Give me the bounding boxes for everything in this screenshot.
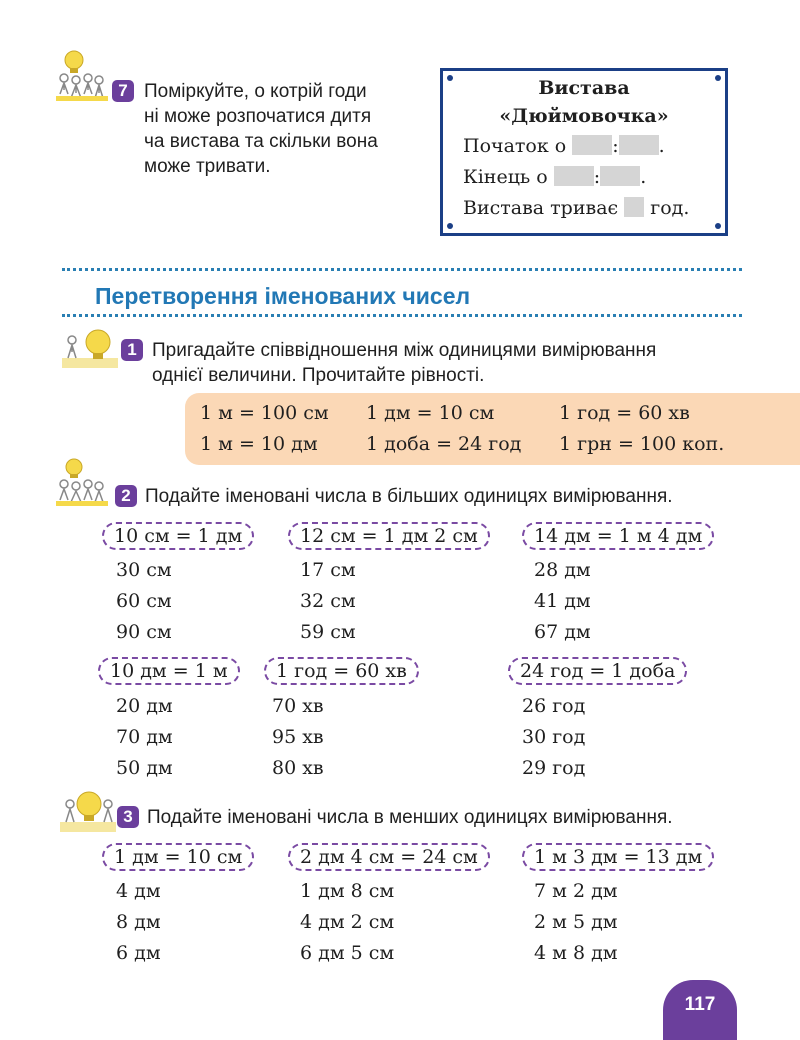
list-item: 60 см (116, 590, 172, 612)
poster-end (463, 166, 646, 188)
task-1-line: однієї величини. Прочитайте рівності. (152, 365, 485, 386)
dotted-divider (62, 268, 742, 271)
pair-lightbulb-icon (60, 788, 116, 832)
list-item: 29 год (522, 757, 586, 779)
list-item: 30 см (116, 559, 172, 581)
list-item: 28 дм (534, 559, 591, 581)
task-1-line: Пригадайте співвідношення між одиницями вимірювання (152, 340, 657, 361)
example-pill: 1 м 3 дм = 13 дм (522, 843, 714, 871)
task-2-text: Подайте іменовані числа в більших одиницях вимірювання. (145, 486, 673, 507)
task-2-badge: 2 (115, 485, 137, 507)
equality: 1 год = 60 хв (559, 402, 690, 424)
list-item: 26 год (522, 695, 586, 717)
equality: 1 м = 100 см (200, 402, 329, 424)
list-item: 4 дм (116, 880, 161, 902)
task-1-badge: 1 (121, 339, 143, 361)
list-item: 50 дм (116, 757, 173, 779)
theatre-poster (440, 68, 728, 236)
dotted-divider (62, 314, 742, 317)
colon: : (593, 166, 601, 188)
example-pill: 24 год = 1 доба (508, 657, 687, 685)
duration-blank[interactable] (624, 197, 644, 217)
example-pill: 14 дм = 1 м 4 дм (522, 522, 714, 550)
list-item: 6 дм 5 см (300, 942, 395, 964)
task-7-line: Поміркуйте, о котрій годи (144, 81, 367, 102)
equality: 1 м = 10 дм (200, 433, 318, 455)
poster-title: Вистава (538, 77, 630, 99)
list-item: 6 дм (116, 942, 161, 964)
poster-duration (463, 197, 689, 219)
pair-lightbulb-icon (62, 326, 118, 368)
list-item: 70 хв (272, 695, 324, 717)
group-lightbulb-icon (56, 456, 108, 508)
hours-blank[interactable] (572, 135, 612, 155)
example-pill: 12 см = 1 дм 2 см (288, 522, 490, 550)
list-item: 4 м 8 дм (534, 942, 618, 964)
equality: 1 дм = 10 см (366, 402, 495, 424)
poster-duration-label: Вистава триває (463, 197, 619, 219)
period: . (640, 166, 647, 188)
task-7-text (144, 79, 378, 179)
list-item: 20 дм (116, 695, 173, 717)
poster-start (463, 135, 665, 157)
task-1-text (152, 338, 656, 388)
list-item: 59 см (300, 621, 356, 643)
list-item: 7 м 2 дм (534, 880, 618, 902)
minutes-blank[interactable] (619, 135, 659, 155)
list-item: 90 см (116, 621, 172, 643)
group-lightbulb-icon (56, 48, 108, 104)
list-item: 4 дм 2 см (300, 911, 395, 933)
equality: 1 грн = 100 коп. (559, 433, 725, 455)
example-pill: 2 дм 4 см = 24 см (288, 843, 490, 871)
list-item: 80 хв (272, 757, 324, 779)
list-item: 32 см (300, 590, 356, 612)
minutes-blank[interactable] (600, 166, 640, 186)
hours-blank[interactable] (554, 166, 594, 186)
list-item: 67 дм (534, 621, 591, 643)
page-number: 117 (663, 980, 737, 1040)
task-3-badge: 3 (117, 806, 139, 828)
poster-start-label: Початок о (463, 135, 567, 157)
example-pill: 10 см = 1 дм (102, 522, 254, 550)
task-7-badge: 7 (112, 80, 134, 102)
task-7-line: може тривати. (144, 156, 271, 177)
list-item: 8 дм (116, 911, 161, 933)
list-item: 95 хв (272, 726, 324, 748)
example-pill: 1 дм = 10 см (102, 843, 254, 871)
list-item: 1 дм 8 см (300, 880, 395, 902)
list-item: 30 год (522, 726, 586, 748)
poster-duration-unit: год. (650, 197, 690, 219)
example-pill: 1 год = 60 хв (264, 657, 419, 685)
task-3-text: Подайте іменовані числа в менших одиницях вимірювання. (147, 807, 673, 828)
colon: : (612, 135, 619, 157)
example-pill: 10 дм = 1 м (98, 657, 240, 685)
list-item: 2 м 5 дм (534, 911, 618, 933)
list-item: 41 дм (534, 590, 591, 612)
task-7-line: ча вистава та скільки вона (144, 131, 378, 152)
list-item: 70 дм (116, 726, 173, 748)
section-title: Перетворення іменованих чисел (95, 283, 471, 309)
equality: 1 доба = 24 год (366, 433, 522, 455)
poster-end-label: Кінець о (463, 166, 548, 188)
poster-title: «Дюймовочка» (499, 105, 669, 127)
task-7-line: ні може розпочатися дитя (144, 106, 372, 127)
period: . (658, 135, 665, 157)
list-item: 17 см (300, 559, 356, 581)
